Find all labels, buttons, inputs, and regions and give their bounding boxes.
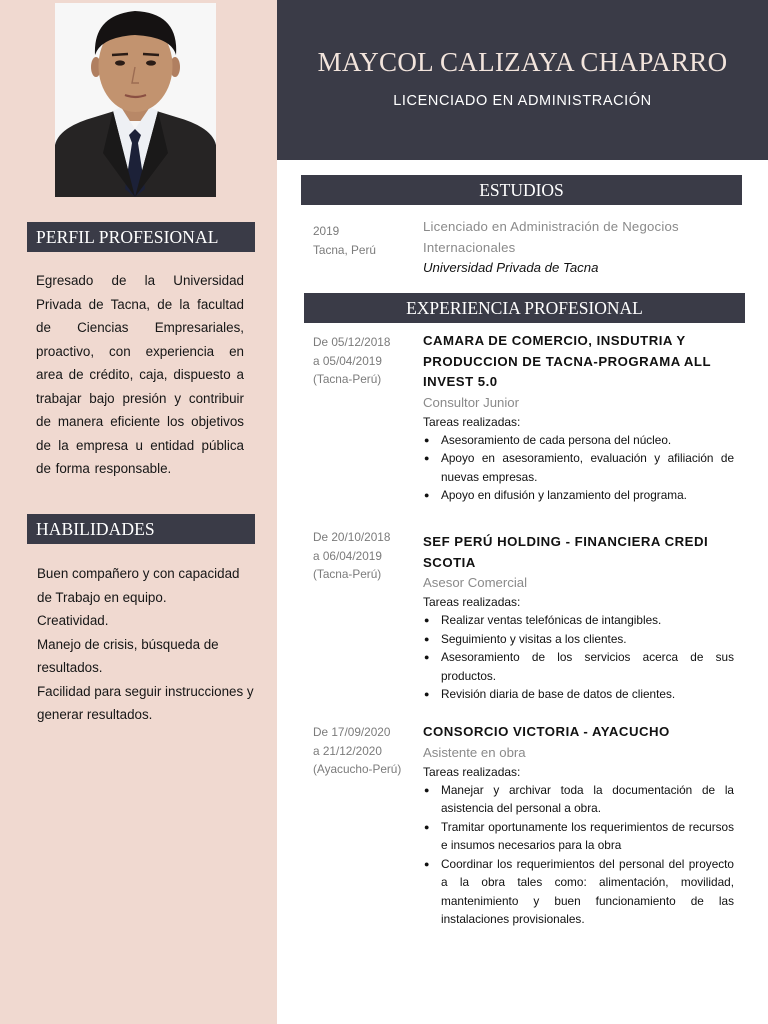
job-entry <box>423 532 734 704</box>
sidebar <box>0 0 277 1024</box>
job-dates <box>313 723 401 779</box>
job-dates <box>313 528 390 584</box>
job-position: Consultor Junior <box>423 394 520 410</box>
task-item: ● Coordinar los requerimientos del personal del proyecto a la obra tales como: alimentación, movilidad, mantenimiento y buen funcionamiento de las instalaciones provisionales. <box>423 855 734 929</box>
education-year: 2019 <box>313 224 340 238</box>
job-location: (Ayacucho-Perú) <box>313 762 402 776</box>
task-list <box>423 781 734 929</box>
job-entry <box>423 722 734 929</box>
task-item: ● Manejar y archivar toda la documentación de la asistencia del personal a obra. <box>423 781 734 818</box>
job-position: Asistente en obra <box>423 744 526 760</box>
profile-heading: PERFIL PROFESIONAL <box>27 222 255 252</box>
task-item: ● Apoyo en asesoramiento, evaluación y afiliación de nuevas empresas. <box>423 449 734 486</box>
job-entry <box>423 331 734 505</box>
skill-item: Buen compañero y con capacidad de Trabajo en equipo. <box>37 566 240 605</box>
task-item: ● Tramitar oportunamente los requerimientos de recursos e insumos necesarios para la obra <box>423 818 734 855</box>
tasks-label: Tareas realizadas: <box>423 595 521 609</box>
skill-item: Manejo de crisis, búsqueda de resultados. <box>37 636 219 675</box>
tasks-label: Tareas realizadas: <box>423 414 521 429</box>
job-date-to: a 05/04/2019 <box>313 353 382 368</box>
job-company: SEF PERÚ HOLDING - FINANCIERA CREDI SCOTIA <box>423 534 709 570</box>
job-date-from: De 20/10/2018 <box>313 530 391 544</box>
education-school: Universidad Privada de Tacna <box>423 260 599 275</box>
task-item: ● Apoyo en difusión y lanzamiento del programa. <box>423 486 734 505</box>
job-date-to: a 06/04/2019 <box>313 548 382 563</box>
skills-list <box>37 562 255 727</box>
header-band <box>277 0 768 160</box>
skills-heading: HABILIDADES <box>27 514 255 544</box>
task-list <box>423 611 734 704</box>
education-location: Tacna, Perú <box>313 242 376 257</box>
task-item: ● Realizar ventas telefónicas de intangibles. <box>423 611 734 630</box>
education-degree: Licenciado en Administración de Negocios Internacionales <box>423 219 679 255</box>
person-name: MAYCOL CALIZAYA CHAPARRO <box>317 47 728 77</box>
task-list <box>423 431 734 505</box>
profile-description: Egresado de la Universidad Privada de Tacna, de la facultad de Ciencias Empresariales, proactivo, con experiencia en area de crédito, caja, dispuesto a trabajar bajo presión y contribuir de manera eficiente los objetivos de la empresa u entidad pública de forma responsable. <box>36 273 244 476</box>
job-dates <box>313 333 390 389</box>
education-date <box>313 222 376 259</box>
education-heading: ESTUDIOS <box>301 175 742 205</box>
job-location: (Tacna-Perú) <box>313 372 382 386</box>
skill-item: Creatividad. <box>37 613 109 628</box>
profile-photo <box>55 3 216 197</box>
skill-item: Facilidad para seguir instrucciones y generar resultados. <box>37 683 254 722</box>
job-date-to: a 21/12/2020 <box>313 743 382 758</box>
experience-heading: EXPERIENCIA PROFESIONAL <box>304 293 745 323</box>
job-location: (Tacna-Perú) <box>313 567 382 581</box>
professional-title: LICENCIADO EN ADMINISTRACIÓN <box>393 93 652 109</box>
job-company: CONSORCIO VICTORIA - AYACUCHO <box>423 724 670 739</box>
job-company: CAMARA DE COMERCIO, INSDUTRIA Y PRODUCCION DE TACNA-PROGRAMA ALL INVEST 5.0 <box>423 333 711 389</box>
task-item: ● Asesoramiento de los servicios acerca de sus productos. <box>423 648 734 685</box>
task-item: ● Asesoramiento de cada persona del núcleo. <box>423 431 734 450</box>
job-date-from: De 17/09/2020 <box>313 725 391 739</box>
education-details <box>423 217 713 279</box>
tasks-label: Tareas realizadas: <box>423 764 521 779</box>
task-item: ● Revisión diaria de base de datos de clientes. <box>423 685 734 704</box>
job-date-from: De 05/12/2018 <box>313 335 391 349</box>
task-item: ● Seguimiento y visitas a los clientes. <box>423 630 734 649</box>
job-position: Asesor Comercial <box>423 575 528 590</box>
